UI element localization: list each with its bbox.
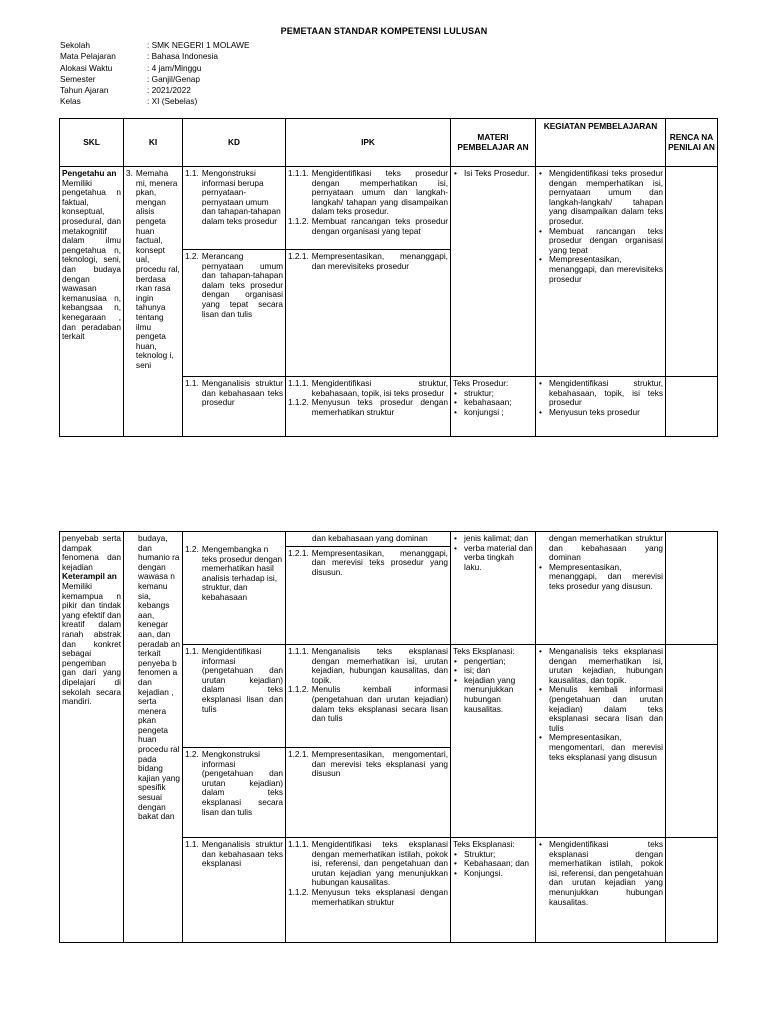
ipk-number: 1.2.1.	[288, 547, 309, 558]
kegiatan-cell	[536, 532, 666, 645]
materi-item: • jenis kalimat; dan	[453, 534, 533, 544]
ipk-cell	[286, 250, 451, 377]
meta-label: Sekolah	[60, 40, 90, 50]
materi-intro: Teks Prosedur:	[453, 378, 509, 388]
document-meta	[60, 41, 250, 109]
header-materi: MATERI PEMBELAJAR AN	[451, 119, 536, 167]
meta-row-kelas	[60, 97, 250, 108]
kd-text: Mengembangka n teks prosedur dengan memerhatikan hasil analisis terhadap isi, struktur, dan kebahasaan	[201, 544, 283, 602]
mapping-table-page-2	[59, 531, 718, 943]
kegiatan-cell	[536, 645, 666, 838]
materi-item: • Isi Teks Prosedur.	[453, 169, 533, 179]
kd-number: 1.1.	[185, 168, 199, 178]
ipk-number: 1.1.1.	[288, 168, 309, 178]
kd-number: 1.1.	[185, 839, 199, 849]
kegiatan-item: • Mengidentifikasi struktur, kebahasaan, topik, isi teks prosedur	[538, 379, 663, 408]
kd-text: Merancang pernyataan umum dan tahapan-tahapan dalam teks prosedur dengan organisasi yang tepat secara lisan dan tulis	[201, 251, 283, 319]
kegiatan-item: • Mengidentifikasi teks prosedur dengan memperhatikan isi, pernyataan umum dan langkah-langkah/ tahapan yang disampaikan dalam teks prosedur.	[538, 169, 663, 227]
meta-label: Mata Pelajaran	[60, 51, 116, 62]
materi-intro: Teks Eksplanasi:	[453, 839, 515, 849]
kegiatan-text: dengan memerhatikan struktur dan kebahasaan yang dominan	[549, 533, 663, 563]
ipk-cell	[286, 532, 451, 645]
materi-item: • Kebahasaan; dan	[453, 859, 533, 869]
kegiatan-item: • Mempresentasikan, menanggapi, dan merevisiteks prosedur	[538, 255, 663, 284]
skl-cell	[60, 532, 124, 943]
ipk-cell	[286, 167, 451, 250]
ki-number: 3.	[126, 168, 133, 178]
document-title: PEMETAAN STANDAR KOMPETENSI LULUSAN	[280, 26, 488, 36]
ki-text: budaya, dan humanio ra dengan wawasa n kemanu sia, kebangs aan, kenegar aan, dan peradab an terkait penyeba b fenomen a dan kejadian , serta menera pkan pengeta huan procedu ral pada bidang kajian yang spesifik sesuai dengan bakat dan	[138, 533, 180, 822]
kd-number: 1.2.	[185, 544, 199, 554]
ipk-number: 1.1.2.	[288, 215, 309, 226]
kd-number: 1.1.	[185, 378, 199, 388]
materi-item: • pengertian;	[453, 657, 533, 667]
skl-text: penyebab serta dampak fenomena dan kejadian	[62, 533, 121, 572]
ipk-cell	[286, 645, 451, 748]
kd-text: Mengonstruksi informasi berupa pernyataan-pernyataan umum dan tahapan-tahapan dalam teks prosedur	[201, 168, 281, 226]
ipk-text: Mempresentasikan, menanggapi, dan merevisiteks prosedur	[311, 251, 448, 271]
ipk-text: Mempresentasikan, mengomentari, dan merevisi teks eksplanasi yang disusun	[311, 749, 448, 779]
kegiatan-cell	[536, 167, 666, 377]
skl-text: Memiliki pengetahua n faktual, konseptual, prosedural, dan metakognitif dalam ilmu pengetahua n, teknologi, seni, dan budaya dengan wawasan kemanusiaa n, kebangsaa n, kenegaraan , dan peradaban terkait	[62, 177, 121, 342]
materi-item: • struktur;	[453, 389, 533, 399]
kegiatan-cell	[536, 838, 666, 943]
skl-heading: Pengetahu an	[62, 168, 117, 178]
materi-cell	[451, 645, 536, 838]
materi-intro: Teks Eksplanasi:	[453, 646, 515, 656]
kd-number: 1.2.	[185, 251, 199, 261]
kd-number: 1.1.	[185, 646, 199, 656]
ki-cell	[124, 532, 183, 943]
rencana-cell	[666, 377, 718, 437]
kegiatan-item: • Mempresentasikan, menanggapi, dan merevisi teks prosedur yang disusun.	[538, 563, 663, 592]
materi-cell	[451, 532, 536, 645]
meta-label: Alokasi Waktu	[60, 62, 113, 73]
meta-label: Tahun Ajaran	[60, 85, 109, 96]
rencana-cell	[666, 838, 718, 943]
ipk-number: 1.2.1.	[288, 749, 309, 759]
skl-cell	[60, 167, 124, 437]
rencana-cell	[666, 532, 718, 645]
meta-value: : XI (Sebelas)	[147, 96, 198, 107]
ipk-number: 1.1.2.	[288, 684, 309, 695]
ipk-text: Menulis kembali informasi (pengetahuan dan urutan kejadian) dalam teks eksplanasi secara lisan dan tulis	[311, 684, 448, 724]
kd-cell	[183, 838, 286, 943]
rencana-cell	[666, 167, 718, 377]
meta-value: : 2021/2022	[147, 85, 191, 96]
kegiatan-item: • Menganalisis teks eksplanasi dengan memerhatikan isi, urutan kejadian, hubungan kausalitas, dan topik.	[538, 647, 663, 685]
ipk-text: Membuat rancangan teks prosedur dengan organisasi yang tepat	[311, 215, 448, 236]
ki-text: Memaha mi, menera pkan, mengan alisis pengeta huan factual, konsept ual, procedu ral, berdasa rkan rasa ingin tahunya tentang ilmu pengeta huan, teknolog i, seni	[135, 168, 180, 370]
mapping-table-page-1	[59, 118, 718, 437]
kd-text: Mengkonstruksi informasi (pengetahuan dan urutan kejadian) dalam teks eksplanasi secara lisan dan tulis	[201, 749, 283, 817]
ipk-cell	[286, 748, 451, 838]
ipk-number: 1.1.1.	[288, 646, 309, 656]
kegiatan-item: • Membuat rancangan teks prosedur dengan organisasi yang tepat	[538, 227, 663, 256]
header-kd: KD	[183, 119, 286, 167]
materi-item: • kebahasaan;	[453, 398, 533, 408]
materi-item: • Konjungsi.	[453, 869, 533, 879]
meta-value: : 4 jam/Minggu	[147, 62, 202, 73]
kegiatan-item: • Mengidentifikasi teks eksplanasi dengan memerhatikan istilah, pokok isi, referensi, dan pengetahuan dan urutan kejadian yang menunjukkan hubungan kausalitas.	[538, 840, 663, 907]
ipk-number: 1.1.1.	[288, 839, 309, 849]
materi-item: • Struktur;	[453, 850, 533, 860]
kegiatan-item: • Menulis kembali informasi (pengetahuan dan urutan kejadian) dalam teks eksplanasi secara lisan dan tulis	[538, 685, 663, 733]
ipk-cell	[286, 838, 451, 943]
materi-item: • isi; dan	[453, 666, 533, 676]
ipk-number: 1.1.2.	[288, 397, 309, 408]
materi-item: • kejadian yang menunjukkan hubungan kausalitas.	[453, 676, 533, 714]
ipk-text: Mengidentifikasi teks prosedur dengan memperhatikan isi, pernyataan umum dan langkah-langkah/ tahapan yang disampaikan dalam teks prosedur.	[311, 168, 448, 217]
kd-cell	[183, 645, 286, 748]
rencana-cell	[666, 645, 718, 838]
ki-cell	[124, 167, 183, 437]
ipk-text: dan kebahasaan yang dominan	[312, 533, 428, 543]
kd-number: 1.2.	[185, 749, 199, 759]
header-kegiatan: KEGIATAN PEMBELAJARAN	[536, 119, 666, 167]
ipk-text: Mengidentifikasi teks eksplanasi dengan memerhatikan istilah, pokok isi, referensi, dan pengetahuan dan urutan kejadian yang menunjukkan hubungan kausalitas.	[311, 839, 448, 888]
meta-value: : Bahasa Indonesia	[147, 51, 219, 62]
kegiatan-item: • Mempresentasikan, mengomentari, dan merevisi teks eksplanasi yang disusun	[538, 733, 663, 762]
ipk-text: Mempresentasikan, menanggapi, dan merevisi teks prosedur yang disusun.	[311, 547, 448, 577]
skl-text: Memiliki kemampua n pikir dan tindak yang efektif dan kreatif dalam ranah abstrak dan konkret sebagai pengemban gan dari yang dipelajari di sekolah secara mandiri.	[62, 580, 121, 707]
header-rencana: RENCA NA PENILAI AN	[666, 119, 718, 167]
header-skl: SKL	[60, 119, 124, 167]
materi-item: • konjungsi ;	[453, 408, 533, 418]
kd-text: Menganalisis struktur dan kebahasaan teks prosedur	[201, 378, 283, 408]
kd-cell	[183, 167, 286, 250]
materi-cell	[451, 167, 536, 377]
ipk-text: Menyusun teks prosedur dengan memerhatikan struktur	[311, 397, 448, 417]
materi-cell	[451, 838, 536, 943]
kegiatan-item: • Menyusun teks prosedur	[538, 408, 663, 418]
ipk-number: 1.2.1.	[288, 251, 309, 261]
kd-text: Mengidentifikasi informasi (pengetahuan dan urutan kejadian) dalam teks eksplanasi lisan dan tulis	[201, 646, 283, 714]
meta-value: : Ganjil/Genap	[147, 73, 201, 84]
ipk-number: 1.1.2.	[288, 886, 309, 897]
materi-item: • verba material dan verba tingkah laku.	[453, 544, 533, 573]
header-ipk: IPK	[286, 119, 451, 167]
ipk-text: Menyusun teks eksplanasi dengan memerhatikan struktur	[311, 886, 448, 907]
meta-value: : SMK NEGERI 1 MOLAWE	[147, 40, 250, 50]
skl-heading: Keterampil an	[62, 571, 117, 582]
materi-cell	[451, 377, 536, 437]
kd-cell	[183, 377, 286, 437]
kd-cell	[183, 748, 286, 838]
kd-text: Menganalisis struktur dan kebahasaan teks eksplanasi	[201, 839, 283, 869]
header-ki: KI	[124, 119, 183, 167]
meta-label: Kelas	[60, 96, 81, 107]
kegiatan-cell	[536, 377, 666, 437]
ipk-cell	[286, 377, 451, 437]
ipk-number: 1.1.1.	[288, 378, 309, 388]
ipk-text: Mengidentifikasi struktur, kebahasaan, topik, isi teks prosedur	[311, 378, 448, 398]
meta-label: Semester	[60, 73, 96, 84]
kd-cell	[183, 250, 286, 377]
kd-cell	[183, 532, 286, 645]
ipk-text: Menganalisis teks eksplanasi dengan memerhatikan isi, urutan kejadian, hubungan kausalitas, dan topik.	[311, 646, 448, 685]
